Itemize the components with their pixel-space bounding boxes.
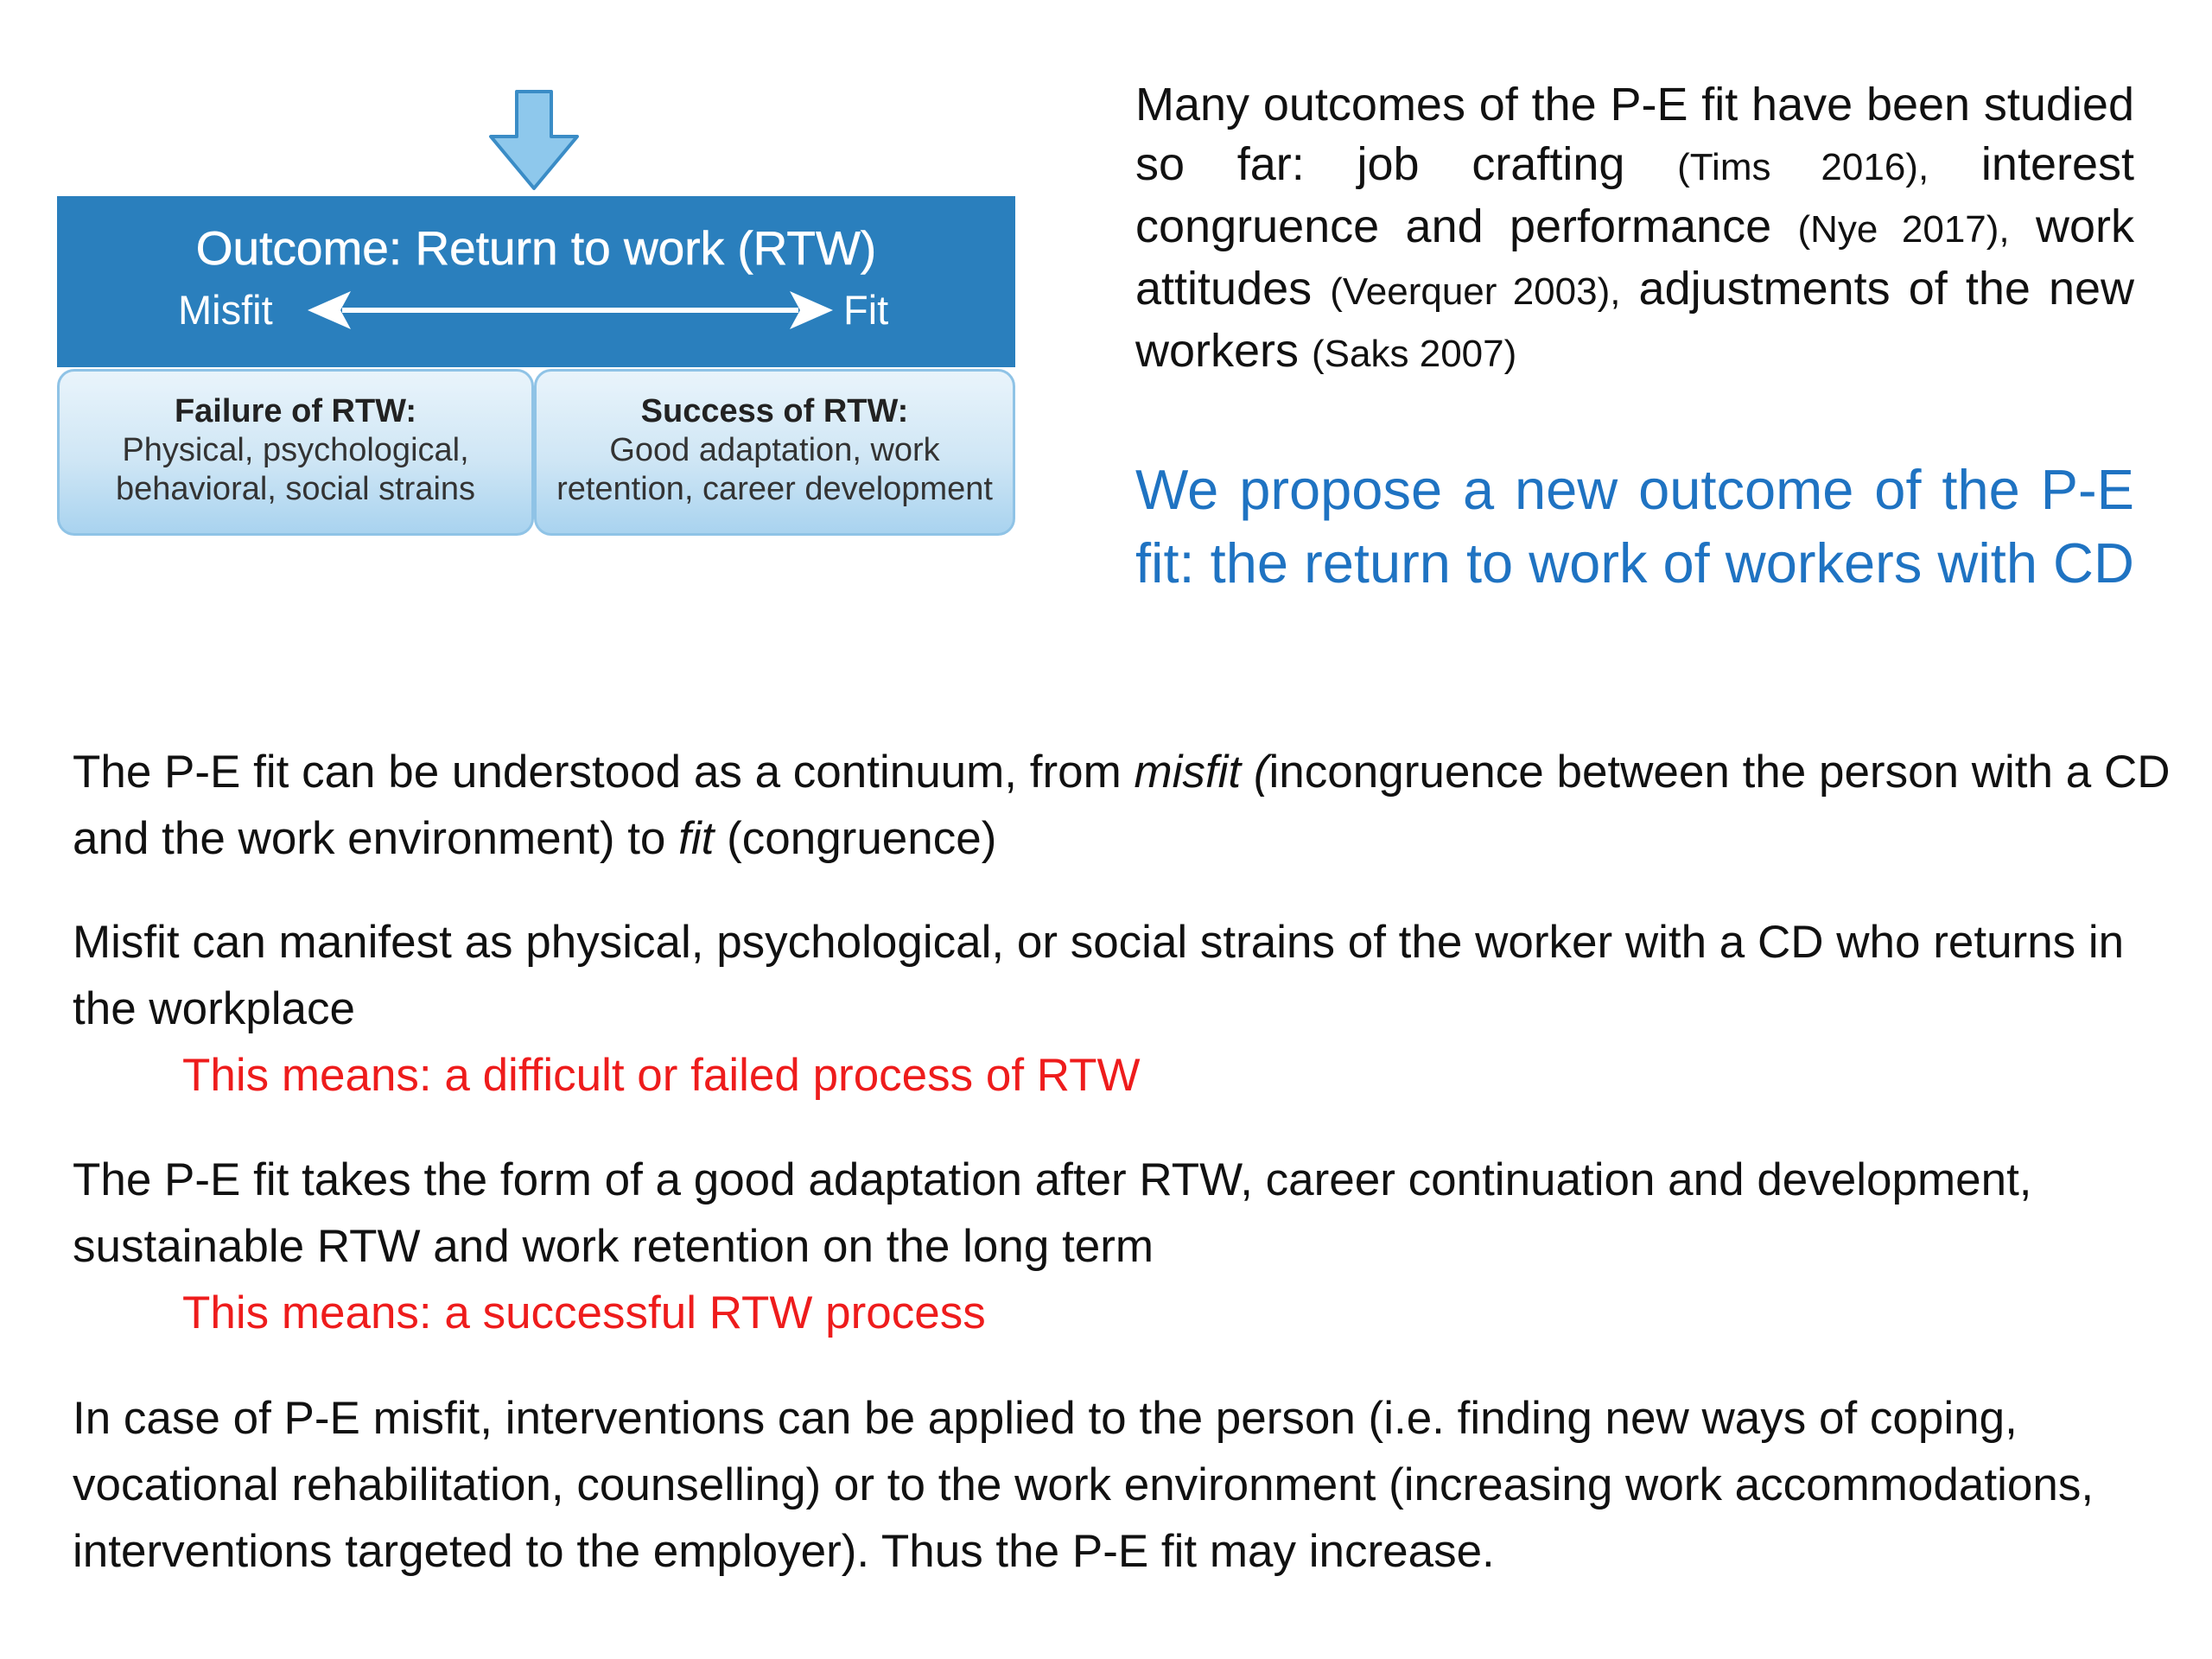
failure-line-2: behavioral, social strains — [115, 471, 476, 507]
failure-heading: Failure of RTW: — [174, 393, 417, 429]
citation-saks: (Saks 2007) — [1312, 333, 1517, 375]
fit-label: Fit — [843, 287, 889, 333]
fit-term: fit — [678, 813, 715, 864]
study-item-interest: interest congruence and performance — [1135, 138, 2135, 252]
double-arrow-icon — [308, 286, 833, 334]
rtw-diagram — [54, 90, 1018, 539]
continuum-part-2: incongruence between the person with a CD and the work environment) to — [73, 747, 2171, 864]
success-line-1: Good adaptation, work — [609, 432, 940, 468]
misfit-text: Misfit can manifest as physical, psychological, or social strains of the worker with a CD who returns in the workplace — [73, 917, 2125, 1034]
study-item-attitudes: work attitudes — [1135, 200, 2134, 315]
citation-tims: (Tims 2016), — [1677, 146, 1929, 188]
study-item-adjustments: adjustments of the new workers — [1135, 263, 2135, 377]
interventions-paragraph: In case of P-E misfit, interventions can be applied to the person (i.e. finding new ways of coping, vocational rehabilitation, counselling) or to the work environment (increasing work accommodations, interventions targeted to the employer). Thus the P-E fit may increase. — [73, 1393, 2094, 1577]
studies-paragraph — [1135, 75, 2134, 384]
success-line-2: retention, career development — [556, 471, 993, 507]
misfit-meaning: This means: a difficult or failed process of RTW — [182, 1050, 1141, 1101]
success-heading: Success of RTW: — [640, 393, 909, 429]
studies-lead: Many outcomes of the P-E fit have been studied so far: — [1135, 79, 2134, 190]
proposal-statement: We propose a new outcome of the P-E fit: the return to work of workers with CD — [1135, 458, 2134, 594]
continuum-part-1: The P-E fit can be understood as a continuum, from — [73, 747, 1135, 798]
outcome-title: Outcome: Return to work (RTW) — [195, 221, 877, 275]
success-box — [534, 369, 1015, 536]
down-arrow-icon — [487, 90, 581, 192]
continuum-paragraph — [73, 739, 2181, 872]
failure-box — [57, 369, 534, 536]
outcome-box — [57, 196, 1015, 367]
fit-paragraph — [73, 1147, 2181, 1346]
continuum-part-3: (congruence) — [714, 813, 997, 864]
citation-veerquer: (Veerquer 2003), — [1330, 270, 1621, 313]
fit-text: The P-E fit takes the form of a good adaptation after RTW, career continuation and development, sustainable RTW and work retention on the long term — [73, 1154, 2032, 1272]
fit-meaning: This means: a successful RTW process — [182, 1287, 986, 1338]
failure-line-1: Physical, psychological, — [122, 432, 469, 468]
citation-nye: (Nye 2017), — [1797, 208, 2010, 251]
misfit-label: Misfit — [178, 287, 273, 333]
misfit-paragraph — [73, 909, 2181, 1109]
study-item-job-crafting: job crafting — [1357, 138, 1678, 190]
misfit-term: misfit ( — [1134, 747, 1269, 798]
